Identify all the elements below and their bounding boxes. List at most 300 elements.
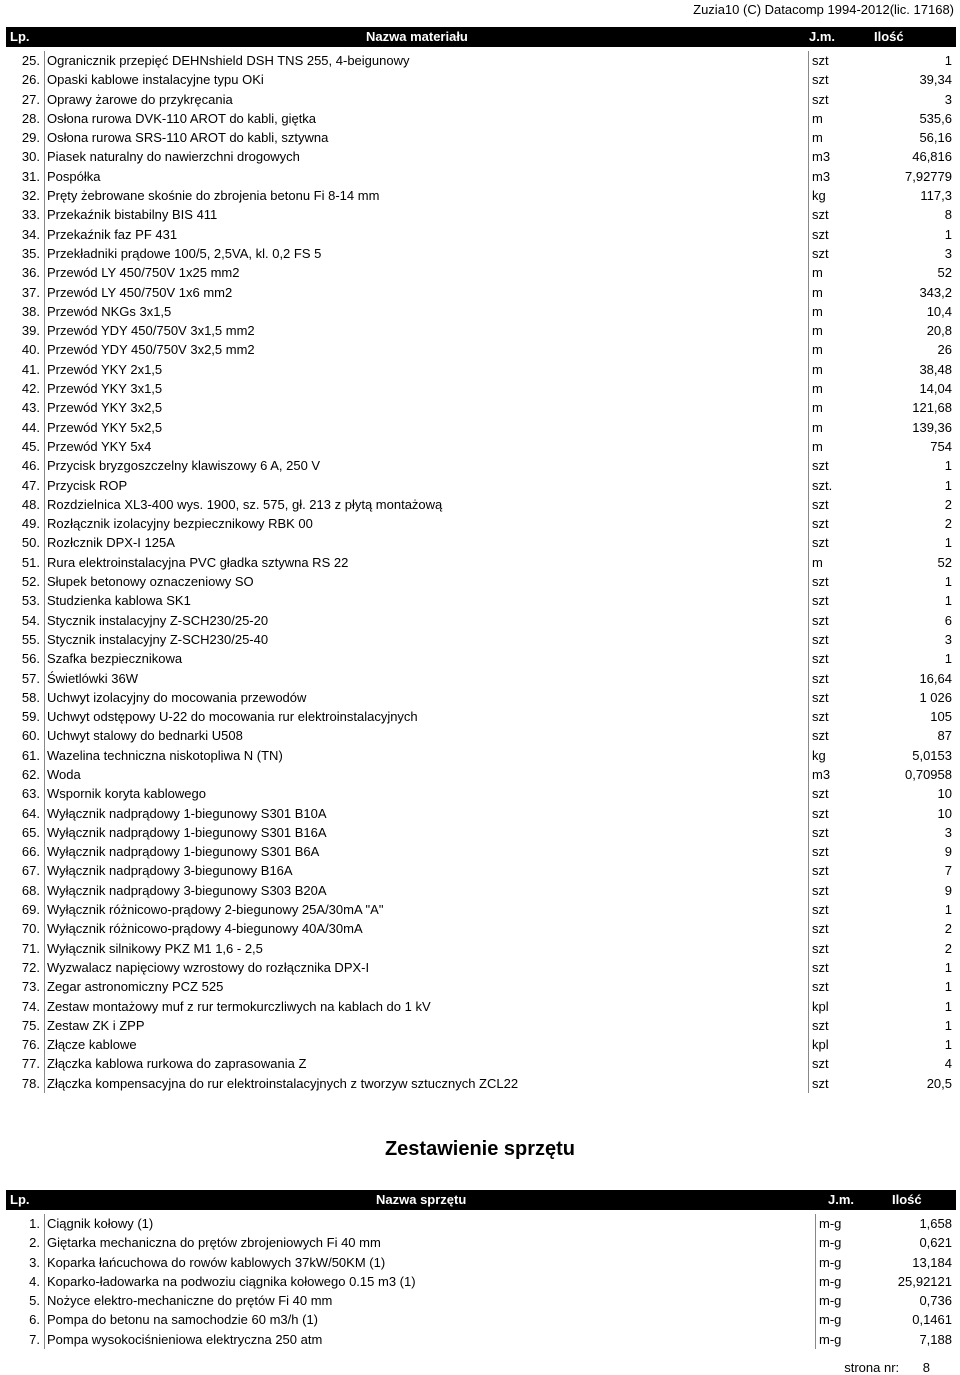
- row-qty: 1: [944, 593, 952, 609]
- row-jm: szt: [812, 1075, 829, 1091]
- row-jm: szt: [812, 940, 829, 956]
- row-lp: 52.: [21, 574, 40, 590]
- row-qty: 1 026: [919, 689, 952, 705]
- row-lp: 45.: [21, 438, 40, 454]
- row-jm: szt: [812, 535, 829, 551]
- column-divider: [815, 1214, 816, 1349]
- row-qty: 1: [944, 458, 952, 474]
- row-name: Wyłącznik silnikowy PKZ M1 1,6 - 2,5: [47, 940, 263, 956]
- row-name: Stycznik instalacyjny Z-SCH230/25-20: [47, 612, 269, 628]
- row-jm: szt: [812, 824, 829, 840]
- table-row: [6, 1272, 956, 1291]
- row-qty: 87: [937, 728, 952, 744]
- row-qty: 754: [930, 438, 952, 454]
- row-name: Przewód YKY 3x2,5: [47, 400, 163, 416]
- table-row: [6, 572, 956, 591]
- row-lp: 72.: [21, 959, 40, 975]
- row-qty: 9: [944, 882, 952, 898]
- row-lp: 49.: [21, 516, 40, 532]
- materials-table-header: [6, 27, 956, 47]
- table-row: [6, 283, 956, 302]
- row-qty: 56,16: [919, 130, 952, 146]
- row-name: Wyłącznik nadprądowy 3-biegunowy B16A: [47, 863, 293, 879]
- row-qty: 0,736: [919, 1293, 952, 1309]
- column-divider: [44, 1214, 45, 1349]
- row-qty: 139,36: [912, 419, 952, 435]
- row-lp: 53.: [21, 593, 40, 609]
- row-jm: szt: [812, 631, 829, 647]
- row-name: Wyłącznik różnicowo-prądowy 4-biegunowy 40A/30mA: [47, 921, 363, 937]
- col-lp: Lp.: [10, 29, 30, 44]
- row-qty: 3: [944, 91, 952, 107]
- page-label: strona nr:: [844, 1360, 900, 1375]
- row-lp: 31.: [21, 168, 40, 184]
- row-lp: 56.: [21, 651, 40, 667]
- row-jm: szt: [812, 226, 829, 242]
- row-qty: 9: [944, 844, 952, 860]
- row-jm: szt: [812, 574, 829, 590]
- row-name: Złącze kablowe: [47, 1037, 137, 1053]
- row-jm: m: [812, 419, 823, 435]
- table-row: [6, 167, 956, 186]
- row-qty: 1: [944, 1017, 952, 1033]
- row-lp: 33.: [21, 207, 40, 223]
- table-row: [6, 1054, 956, 1073]
- row-qty: 2: [944, 516, 952, 532]
- row-qty: 1: [944, 477, 952, 493]
- row-qty: 20,5: [926, 1075, 952, 1091]
- row-jm: szt: [812, 516, 829, 532]
- col-name: Nazwa sprzętu: [376, 1192, 467, 1207]
- table-row: [6, 476, 956, 495]
- row-qty: 5,0153: [912, 747, 952, 763]
- row-jm: szt: [812, 902, 829, 918]
- table-row: [6, 70, 956, 89]
- row-qty: 1: [944, 979, 952, 995]
- row-qty: 7,188: [919, 1331, 952, 1347]
- table-row: [6, 861, 956, 880]
- row-jm: szt: [812, 458, 829, 474]
- row-jm: szt: [812, 863, 829, 879]
- row-lp: 47.: [21, 477, 40, 493]
- table-row: [6, 1330, 956, 1349]
- row-name: Przewód YKY 5x2,5: [47, 419, 163, 435]
- row-lp: 61.: [21, 747, 40, 763]
- table-row: [6, 321, 956, 340]
- row-name: Wyzwalacz napięciowy wzrostowy do rozłącznika DPX-I: [47, 959, 370, 975]
- row-jm: m-g: [819, 1254, 842, 1270]
- materials-table-body: [6, 51, 956, 1093]
- row-qty: 13,184: [912, 1254, 952, 1270]
- table-row: [6, 997, 956, 1016]
- row-qty: 10: [937, 805, 952, 821]
- table-row: [6, 919, 956, 938]
- row-jm: szt: [812, 245, 829, 261]
- row-qty: 1: [944, 53, 952, 68]
- table-row: [6, 109, 956, 128]
- row-jm: m-g: [819, 1331, 842, 1347]
- table-row: [6, 958, 956, 977]
- row-qty: 1: [944, 651, 952, 667]
- row-name: Zestaw montażowy muf z rur termokurczliwych na kablach do 1 kV: [47, 998, 431, 1014]
- row-jm: kg: [812, 188, 826, 204]
- row-lp: 65.: [21, 824, 40, 840]
- table-row: [6, 900, 956, 919]
- row-jm: m: [812, 130, 823, 146]
- row-jm: szt: [812, 612, 829, 628]
- row-name: Uchwyt izolacyjny do mocowania przewodów: [47, 689, 307, 705]
- table-row: [6, 205, 956, 224]
- row-qty: 0,621: [919, 1235, 952, 1251]
- row-qty: 1: [944, 959, 952, 975]
- row-qty: 1: [944, 226, 952, 242]
- row-qty: 1: [944, 998, 952, 1014]
- table-row: [6, 726, 956, 745]
- row-lp: 68.: [21, 882, 40, 898]
- row-qty: 39,34: [919, 72, 952, 88]
- table-row: [6, 1310, 956, 1329]
- row-lp: 27.: [21, 91, 40, 107]
- table-row: [6, 1035, 956, 1054]
- row-jm: szt: [812, 979, 829, 995]
- row-jm: m3: [812, 168, 831, 184]
- row-jm: m3: [812, 149, 831, 165]
- row-jm: szt: [812, 496, 829, 512]
- row-name: Woda: [47, 766, 81, 782]
- row-jm: szt: [812, 805, 829, 821]
- row-name: Rura elektroinstalacyjna PVC gładka sztywna RS 22: [47, 554, 349, 570]
- row-name: Nożyce elektro-mechaniczne do prętów Fi 40 mm: [47, 1293, 333, 1309]
- row-qty: 0,1461: [912, 1312, 952, 1328]
- row-jm: kpl: [812, 1037, 829, 1053]
- row-lp: 29.: [21, 130, 40, 146]
- row-name: Wazelina techniczna niskotopliwa N (TN): [47, 747, 283, 763]
- row-jm: m: [812, 265, 823, 281]
- table-row: [6, 302, 956, 321]
- table-row: [6, 147, 956, 166]
- row-jm: m-g: [819, 1312, 842, 1328]
- row-name: Szafka bezpiecznikowa: [47, 651, 183, 667]
- row-jm: m-g: [819, 1273, 842, 1289]
- table-row: [6, 360, 956, 379]
- row-name: Rozłcznik DPX-I 125A: [47, 535, 175, 551]
- row-lp: 64.: [21, 805, 40, 821]
- row-qty: 25,92121: [897, 1273, 952, 1289]
- col-jm: J.m.: [809, 29, 836, 44]
- row-name: Koparko-ładowarka na podwoziu ciągnika kołowego 0.15 m3 (1): [47, 1273, 416, 1289]
- row-name: Pręty żebrowane skośnie do zbrojenia betonu Fi 8-14 mm: [47, 188, 380, 204]
- table-row: [6, 418, 956, 437]
- row-qty: 26: [937, 342, 952, 358]
- col-name: Nazwa materiału: [366, 29, 468, 44]
- row-lp: 2.: [29, 1235, 40, 1251]
- row-lp: 44.: [21, 419, 40, 435]
- row-jm: m: [812, 361, 823, 377]
- row-lp: 75.: [21, 1017, 40, 1033]
- row-jm: m: [812, 303, 823, 319]
- row-jm: m-g: [819, 1235, 842, 1251]
- row-name: Pospółka: [47, 168, 101, 184]
- table-row: [6, 1016, 956, 1035]
- row-name: Giętarka mechaniczna do prętów zbrojeniowych Fi 40 mm: [47, 1235, 381, 1251]
- row-qty: 6: [944, 612, 952, 628]
- table-row: [6, 553, 956, 572]
- row-jm: m: [812, 554, 823, 570]
- row-lp: 77.: [21, 1056, 40, 1072]
- row-lp: 73.: [21, 979, 40, 995]
- table-row: [6, 1074, 956, 1093]
- row-lp: 34.: [21, 226, 40, 242]
- table-row: [6, 456, 956, 475]
- row-name: Wyłącznik nadprądowy 1-biegunowy S301 B10A: [47, 805, 327, 821]
- row-jm: szt: [812, 844, 829, 860]
- row-name: Wyłącznik nadprądowy 1-biegunowy S301 B6A: [47, 844, 320, 860]
- row-name: Pompa wysokociśnieniowa elektryczna 250 atm: [47, 1331, 323, 1347]
- row-qty: 7: [944, 863, 952, 879]
- row-jm: szt: [812, 651, 829, 667]
- row-jm: m: [812, 284, 823, 300]
- row-name: Przewód YDY 450/750V 3x2,5 mm2: [47, 342, 255, 358]
- row-lp: 69.: [21, 902, 40, 918]
- row-name: Przewód LY 450/750V 1x6 mm2: [47, 284, 233, 300]
- row-name: Słupek betonowy oznaczeniowy SO: [47, 574, 254, 590]
- row-name: Świetlówki 36W: [47, 670, 139, 686]
- row-lp: 36.: [21, 265, 40, 281]
- table-row: [6, 784, 956, 803]
- table-row: [6, 804, 956, 823]
- row-qty: 1: [944, 902, 952, 918]
- row-qty: 46,816: [912, 149, 952, 165]
- row-name: Studzienka kablowa SK1: [47, 593, 191, 609]
- row-name: Zegar astronomiczny PCZ 525: [47, 979, 224, 995]
- row-name: Opaski kablowe instalacyjne typu OKi: [47, 72, 264, 88]
- row-lp: 55.: [21, 631, 40, 647]
- row-jm: szt: [812, 53, 829, 68]
- table-row: [6, 51, 956, 70]
- row-qty: 10,4: [926, 303, 952, 319]
- row-qty: 3: [944, 824, 952, 840]
- row-lp: 40.: [21, 342, 40, 358]
- row-name: Wspornik koryta kablowego: [47, 786, 206, 802]
- table-row: [6, 939, 956, 958]
- row-qty: 2: [944, 921, 952, 937]
- table-row: [6, 611, 956, 630]
- row-jm: m: [812, 381, 823, 397]
- table-row: [6, 495, 956, 514]
- table-row: [6, 746, 956, 765]
- row-qty: 343,2: [919, 284, 952, 300]
- row-name: Wyłącznik nadprądowy 3-biegunowy S303 B20A: [47, 882, 327, 898]
- row-qty: 1: [944, 535, 952, 551]
- row-name: Osłona rurowa DVK-110 AROT do kabli, giętka: [47, 110, 317, 126]
- table-row: [6, 514, 956, 533]
- row-jm: szt: [812, 728, 829, 744]
- row-name: Przewód YKY 2x1,5: [47, 361, 163, 377]
- col-jm: J.m.: [828, 1192, 855, 1207]
- row-qty: 3: [944, 245, 952, 261]
- row-lp: 5.: [29, 1293, 40, 1309]
- row-lp: 63.: [21, 786, 40, 802]
- table-row: [6, 1253, 956, 1272]
- row-jm: szt: [812, 1056, 829, 1072]
- table-row: [6, 977, 956, 996]
- row-lp: 50.: [21, 535, 40, 551]
- row-qty: 3: [944, 631, 952, 647]
- row-name: Złączka kablowa rurkowa do zaprasowania Z: [47, 1056, 307, 1072]
- row-lp: 39.: [21, 323, 40, 339]
- row-name: Wyłącznik różnicowo-prądowy 2-biegunowy 25A/30mA "A": [47, 902, 384, 918]
- column-divider: [44, 51, 45, 1093]
- row-name: Przewód YKY 3x1,5: [47, 381, 163, 397]
- row-name: Rozdzielnica XL3-400 wys. 1900, sz. 575, gł. 213 z płytą montażową: [47, 496, 443, 512]
- table-row: [6, 128, 956, 147]
- row-name: Przewód LY 450/750V 1x25 mm2: [47, 265, 240, 281]
- row-lp: 25.: [21, 53, 40, 68]
- row-lp: 30.: [21, 149, 40, 165]
- row-lp: 43.: [21, 400, 40, 416]
- row-name: Osłona rurowa SRS-110 AROT do kabli, sztywna: [47, 130, 329, 146]
- row-lp: 4.: [29, 1273, 40, 1289]
- table-row: [6, 765, 956, 784]
- row-lp: 59.: [21, 709, 40, 725]
- table-row: [6, 881, 956, 900]
- row-name: Przekaźnik faz PF 431: [47, 226, 178, 242]
- row-qty: 121,68: [912, 400, 952, 416]
- row-lp: 57.: [21, 670, 40, 686]
- table-row: [6, 823, 956, 842]
- row-lp: 28.: [21, 110, 40, 126]
- table-row: [6, 437, 956, 456]
- row-qty: 0,70958: [905, 766, 952, 782]
- row-name: Przewód NKGs 3x1,5: [47, 303, 172, 319]
- row-name: Ogranicznik przepięć DEHNshield DSH TNS 255, 4-beigunowy: [47, 53, 410, 68]
- row-jm: m3: [812, 766, 831, 782]
- row-jm: szt: [812, 1017, 829, 1033]
- table-row: [6, 263, 956, 282]
- row-name: Ciągnik kołowy (1): [47, 1216, 154, 1231]
- row-jm: szt: [812, 786, 829, 802]
- row-qty: 2: [944, 496, 952, 512]
- table-row: [6, 244, 956, 263]
- row-qty: 10: [937, 786, 952, 802]
- row-jm: m-g: [819, 1293, 842, 1309]
- row-name: Przycisk ROP: [47, 477, 128, 493]
- table-row: [6, 186, 956, 205]
- row-qty: 1: [944, 1037, 952, 1053]
- row-lp: 42.: [21, 381, 40, 397]
- row-lp: 38.: [21, 303, 40, 319]
- row-name: Przewód YDY 450/750V 3x1,5 mm2: [47, 323, 255, 339]
- row-qty: 20,8: [926, 323, 952, 339]
- row-qty: 7,92779: [905, 168, 952, 184]
- row-qty: 1: [944, 574, 952, 590]
- row-jm: m: [812, 323, 823, 339]
- table-row: [6, 1233, 956, 1252]
- row-jm: szt: [812, 207, 829, 223]
- row-name: Przewód YKY 5x4: [47, 438, 152, 454]
- row-name: Piasek naturalny do nawierzchni drogowych: [47, 149, 300, 165]
- row-qty: 4: [944, 1056, 952, 1072]
- row-lp: 67.: [21, 863, 40, 879]
- row-lp: 41.: [21, 361, 40, 377]
- column-divider: [808, 51, 809, 1093]
- row-qty: 16,64: [919, 670, 952, 686]
- row-jm: m: [812, 342, 823, 358]
- header-note: Zuzia10 (C) Datacomp 1994-2012(lic. 17168): [693, 2, 954, 17]
- table-row: [6, 340, 956, 359]
- row-lp: 26.: [21, 72, 40, 88]
- row-jm: kg: [812, 747, 826, 763]
- row-lp: 70.: [21, 921, 40, 937]
- row-qty: 117,3: [920, 188, 952, 204]
- row-jm: szt: [812, 689, 829, 705]
- equipment-table-header: [6, 1190, 956, 1210]
- row-lp: 6.: [29, 1312, 40, 1328]
- row-jm: szt: [812, 91, 829, 107]
- row-jm: szt: [812, 72, 829, 88]
- table-row: [6, 842, 956, 861]
- row-name: Złączka kompensacyjna do rur elektroinstalacyjnych z tworzyw sztucznych ZCL22: [47, 1075, 519, 1091]
- row-lp: 48.: [21, 496, 40, 512]
- table-row: [6, 688, 956, 707]
- row-name: Przekładniki prądowe 100/5, 2,5VA, kl. 0,2 FS 5: [47, 245, 322, 261]
- row-name: Uchwyt odstępowy U-22 do mocowania rur elektroinstalacyjnych: [47, 709, 418, 725]
- row-name: Stycznik instalacyjny Z-SCH230/25-40: [47, 631, 269, 647]
- row-jm: szt: [812, 709, 829, 725]
- table-row: [6, 630, 956, 649]
- table-row: [6, 649, 956, 668]
- col-qty: Ilość: [892, 1192, 922, 1207]
- row-lp: 7.: [29, 1331, 40, 1347]
- table-row: [6, 1214, 956, 1233]
- row-jm: szt: [812, 959, 829, 975]
- row-lp: 78.: [21, 1075, 40, 1091]
- row-name: Oprawy żarowe do przykręcania: [47, 91, 233, 107]
- equipment-table-body: [6, 1214, 956, 1349]
- row-qty: 52: [937, 265, 952, 281]
- row-jm: szt: [812, 593, 829, 609]
- page-number: 8: [922, 1360, 930, 1375]
- table-row: [6, 591, 956, 610]
- row-jm: m: [812, 110, 823, 126]
- row-lp: 60.: [21, 728, 40, 744]
- row-jm: szt: [812, 921, 829, 937]
- table-row: [6, 1291, 956, 1310]
- row-qty: 8: [944, 207, 952, 223]
- row-name: Rozłącznik izolacyjny bezpiecznikowy RBK 00: [47, 516, 313, 532]
- row-lp: 76.: [21, 1037, 40, 1053]
- row-lp: 32.: [21, 188, 40, 204]
- row-lp: 66.: [21, 844, 40, 860]
- row-jm: m: [812, 438, 823, 454]
- row-name: Pompa do betonu na samochodzie 60 m3/h (1): [47, 1312, 319, 1328]
- row-qty: 14,04: [919, 381, 952, 397]
- row-jm: kpl: [812, 998, 829, 1014]
- row-qty: 52: [937, 554, 952, 570]
- table-row: [6, 398, 956, 417]
- row-qty: 38,48: [919, 361, 952, 377]
- row-jm: m: [812, 400, 823, 416]
- table-row: [6, 90, 956, 109]
- row-qty: 2: [944, 940, 952, 956]
- row-lp: 1.: [29, 1216, 40, 1231]
- col-qty: Ilość: [874, 29, 904, 44]
- row-jm: m-g: [819, 1216, 842, 1231]
- row-lp: 54.: [21, 612, 40, 628]
- col-lp: Lp.: [10, 1192, 30, 1207]
- row-lp: 71.: [21, 940, 40, 956]
- row-lp: 58.: [21, 689, 40, 705]
